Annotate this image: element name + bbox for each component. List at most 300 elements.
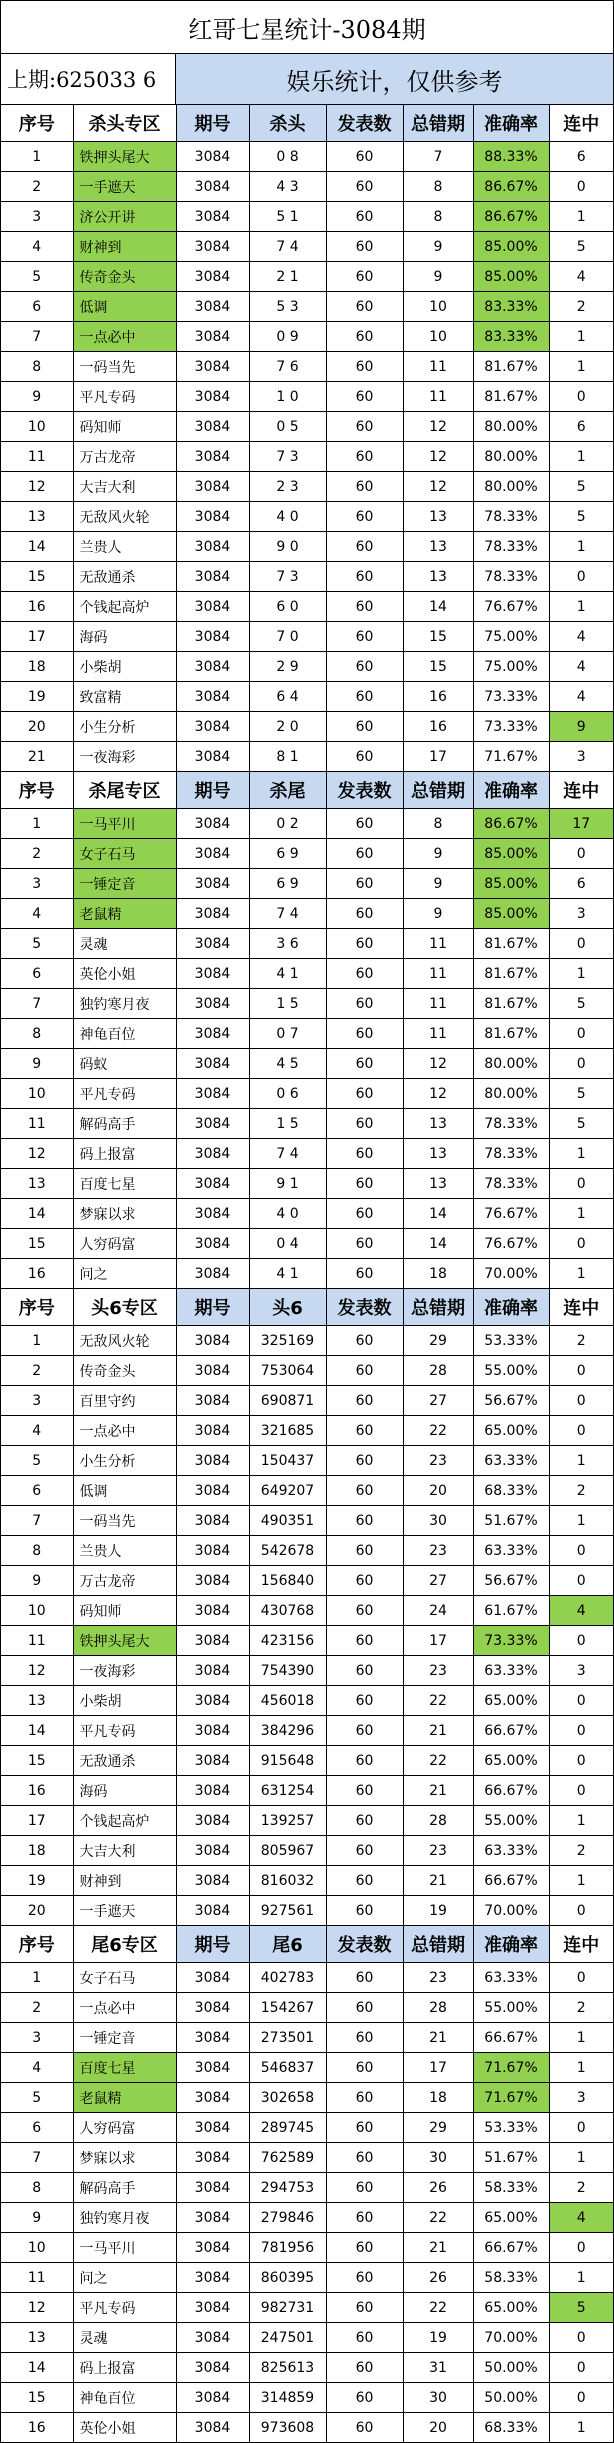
disclaimer-banner: 娱乐统计，仅供参考 [176,54,613,104]
cell-errors: 14 [403,1229,473,1259]
cell-period: 3084 [176,1686,249,1716]
cell-errors: 28 [403,1806,473,1836]
cell-period: 3084 [176,592,249,622]
cell-errors: 10 [403,322,473,352]
cell-period: 3084 [176,502,249,532]
cell-period: 3084 [176,1169,249,1199]
cell-streak: 0 [549,2323,613,2353]
cell-period: 3084 [176,929,249,959]
header-prediction: 杀头 [249,105,326,142]
cell-name: 无敌风火轮 [73,502,176,532]
cell-name: 一夜海彩 [73,742,176,772]
cell-published: 60 [326,1446,403,1476]
cell-index: 2 [1,1993,73,2023]
cell-prediction: 2 9 [249,652,326,682]
cell-index: 6 [1,959,73,989]
cell-name: 海码 [73,1776,176,1806]
cell-period: 3084 [176,682,249,712]
cell-index: 9 [1,1566,73,1596]
cell-period: 3084 [176,1109,249,1139]
table-row [1,2053,613,2083]
cell-accuracy: 81.67% [473,989,549,1019]
cell-period: 3084 [176,2083,249,2113]
cell-accuracy: 50.00% [473,2383,549,2413]
cell-period: 3084 [176,2233,249,2263]
cell-period: 3084 [176,2383,249,2413]
cell-published: 60 [326,1229,403,1259]
cell-index: 17 [1,1806,73,1836]
cell-name: 问之 [73,2263,176,2293]
cell-published: 60 [326,2293,403,2323]
cell-accuracy: 65.00% [473,1416,549,1446]
cell-index: 5 [1,929,73,959]
cell-period: 3084 [176,1019,249,1049]
cell-name: 码知师 [73,412,176,442]
cell-streak: 0 [549,382,613,412]
cell-published: 60 [326,1896,403,1926]
cell-errors: 29 [403,1326,473,1356]
cell-accuracy: 73.33% [473,682,549,712]
cell-errors: 22 [403,1416,473,1446]
cell-index: 12 [1,472,73,502]
table-row [1,839,613,869]
table-row [1,1963,613,1993]
table-row [1,682,613,712]
cell-period: 3084 [176,412,249,442]
cell-name: 平凡专码 [73,382,176,412]
cell-published: 60 [326,592,403,622]
cell-index: 19 [1,1866,73,1896]
cell-published: 60 [326,1836,403,1866]
cell-streak: 4 [549,622,613,652]
cell-errors: 13 [403,502,473,532]
cell-index: 14 [1,1716,73,1746]
cell-accuracy: 75.00% [473,652,549,682]
cell-published: 60 [326,1019,403,1049]
cell-prediction: 7 4 [249,1139,326,1169]
table-row [1,1079,613,1109]
cell-published: 60 [326,1259,403,1289]
cell-errors: 30 [403,2383,473,2413]
cell-period: 3084 [176,382,249,412]
cell-published: 60 [326,1596,403,1626]
cell-period: 3084 [176,2323,249,2353]
cell-period: 3084 [176,839,249,869]
cell-errors: 21 [403,2233,473,2263]
cell-period: 3084 [176,652,249,682]
cell-index: 11 [1,1109,73,1139]
table-row [1,1686,613,1716]
cell-name: 梦寐以求 [73,1199,176,1229]
header-streak: 连中 [549,1926,613,1963]
cell-accuracy: 80.00% [473,1049,549,1079]
cell-name: 神龟百位 [73,2383,176,2413]
cell-name: 无敌风火轮 [73,1326,176,1356]
cell-streak: 3 [549,1656,613,1686]
cell-published: 60 [326,1079,403,1109]
header-period: 期号 [176,772,249,809]
cell-errors: 29 [403,2113,473,2143]
cell-published: 60 [326,682,403,712]
table-row [1,2383,613,2413]
cell-errors: 22 [403,1746,473,1776]
table-row [1,1169,613,1199]
cell-prediction: 325169 [249,1326,326,1356]
cell-prediction: 982731 [249,2293,326,2323]
cell-streak: 4 [549,682,613,712]
cell-errors: 9 [403,262,473,292]
cell-prediction: 546837 [249,2053,326,2083]
cell-published: 60 [326,232,403,262]
cell-errors: 10 [403,292,473,322]
cell-errors: 23 [403,1656,473,1686]
header-published: 发表数 [326,105,403,142]
cell-accuracy: 75.00% [473,622,549,652]
header-name: 杀头专区 [73,105,176,142]
cell-streak: 0 [549,1963,613,1993]
cell-prediction: 4 3 [249,172,326,202]
cell-prediction: 7 6 [249,352,326,382]
cell-period: 3084 [176,1596,249,1626]
cell-index: 16 [1,592,73,622]
cell-streak: 2 [549,1476,613,1506]
cell-period: 3084 [176,1446,249,1476]
cell-prediction: 247501 [249,2323,326,2353]
cell-accuracy: 85.00% [473,839,549,869]
cell-index: 15 [1,562,73,592]
table-row [1,1416,613,1446]
cell-errors: 30 [403,2143,473,2173]
cell-errors: 26 [403,2263,473,2293]
cell-prediction: 7 3 [249,562,326,592]
cell-streak: 5 [549,502,613,532]
cell-index: 11 [1,2263,73,2293]
cell-errors: 12 [403,442,473,472]
cell-period: 3084 [176,2023,249,2053]
cell-published: 60 [326,142,403,172]
cell-index: 3 [1,2023,73,2053]
cell-streak: 1 [549,1506,613,1536]
cell-period: 3084 [176,1896,249,1926]
header-published: 发表数 [326,1926,403,1963]
cell-accuracy: 63.33% [473,1536,549,1566]
cell-errors: 13 [403,532,473,562]
cell-accuracy: 63.33% [473,1656,549,1686]
table-row [1,1049,613,1079]
cell-streak: 3 [549,742,613,772]
cell-published: 60 [326,382,403,412]
cell-prediction: 294753 [249,2173,326,2203]
cell-index: 13 [1,1169,73,1199]
cell-errors: 11 [403,1019,473,1049]
cell-name: 梦寐以求 [73,2143,176,2173]
header-published: 发表数 [326,1289,403,1326]
cell-streak: 0 [549,2383,613,2413]
section-header-row [1,1926,613,1963]
cell-name: 百度七星 [73,2053,176,2083]
cell-streak: 0 [549,1229,613,1259]
cell-streak: 6 [549,869,613,899]
cell-prediction: 762589 [249,2143,326,2173]
cell-prediction: 825613 [249,2353,326,2383]
cell-accuracy: 85.00% [473,232,549,262]
cell-period: 3084 [176,562,249,592]
cell-name: 一马平川 [73,2233,176,2263]
cell-index: 2 [1,172,73,202]
cell-published: 60 [326,1356,403,1386]
table-row [1,262,613,292]
cell-accuracy: 76.67% [473,592,549,622]
cell-name: 码上报富 [73,1139,176,1169]
cell-index: 9 [1,382,73,412]
header-streak: 连中 [549,1289,613,1326]
table-row [1,959,613,989]
table-row [1,172,613,202]
cell-period: 3084 [176,2053,249,2083]
table-row [1,1896,613,1926]
table-row [1,1229,613,1259]
cell-name: 传奇金头 [73,262,176,292]
cell-period: 3084 [176,1506,249,1536]
cell-index: 13 [1,2323,73,2353]
table-row [1,2083,613,2113]
cell-period: 3084 [176,1476,249,1506]
cell-streak: 0 [549,1566,613,1596]
cell-streak: 0 [549,2113,613,2143]
cell-streak: 0 [549,1049,613,1079]
cell-prediction: 2 0 [249,712,326,742]
cell-streak: 5 [549,232,613,262]
cell-name: 一锤定音 [73,869,176,899]
cell-published: 60 [326,1199,403,1229]
cell-period: 3084 [176,202,249,232]
cell-period: 3084 [176,1716,249,1746]
cell-name: 小生分析 [73,1446,176,1476]
cell-published: 60 [326,502,403,532]
cell-streak: 0 [549,1626,613,1656]
cell-name: 一点必中 [73,1993,176,2023]
cell-accuracy: 73.33% [473,712,549,742]
cell-accuracy: 78.33% [473,1139,549,1169]
cell-name: 一点必中 [73,322,176,352]
cell-period: 3084 [176,1626,249,1656]
cell-published: 60 [326,1716,403,1746]
cell-index: 20 [1,1896,73,1926]
cell-name: 神龟百位 [73,1019,176,1049]
cell-streak: 1 [549,352,613,382]
cell-streak: 0 [549,1896,613,1926]
cell-streak: 2 [549,2173,613,2203]
header-errors: 总错期 [403,1289,473,1326]
cell-accuracy: 78.33% [473,562,549,592]
cell-prediction: 1 5 [249,1109,326,1139]
cell-errors: 24 [403,1596,473,1626]
cell-streak: 0 [549,1686,613,1716]
cell-index: 3 [1,1386,73,1416]
cell-period: 3084 [176,1566,249,1596]
table-row [1,2023,613,2053]
cell-period: 3084 [176,1993,249,2023]
cell-published: 60 [326,472,403,502]
cell-published: 60 [326,622,403,652]
cell-prediction: 781956 [249,2233,326,2263]
cell-errors: 12 [403,1049,473,1079]
cell-errors: 27 [403,1566,473,1596]
cell-streak: 0 [549,839,613,869]
cell-streak: 3 [549,2083,613,2113]
cell-errors: 21 [403,2023,473,2053]
cell-published: 60 [326,809,403,839]
cell-prediction: 490351 [249,1506,326,1536]
cell-index: 10 [1,2233,73,2263]
cell-period: 3084 [176,1049,249,1079]
cell-name: 独钓寒月夜 [73,989,176,1019]
cell-accuracy: 70.00% [473,2323,549,2353]
cell-streak: 4 [549,1596,613,1626]
cell-prediction: 816032 [249,1866,326,1896]
cell-index: 11 [1,442,73,472]
header-name: 杀尾专区 [73,772,176,809]
cell-accuracy: 88.33% [473,142,549,172]
header-streak: 连中 [549,105,613,142]
cell-prediction: 139257 [249,1806,326,1836]
cell-accuracy: 81.67% [473,382,549,412]
cell-errors: 23 [403,1536,473,1566]
cell-name: 码上报富 [73,2353,176,2383]
header-name: 头6专区 [73,1289,176,1326]
cell-prediction: 631254 [249,1776,326,1806]
cell-errors: 8 [403,202,473,232]
cell-errors: 8 [403,172,473,202]
cell-period: 3084 [176,2353,249,2383]
cell-name: 一马平川 [73,809,176,839]
cell-index: 4 [1,1416,73,1446]
cell-streak: 5 [549,1079,613,1109]
cell-period: 3084 [176,2143,249,2173]
cell-streak: 5 [549,1109,613,1139]
cell-published: 60 [326,1686,403,1716]
cell-accuracy: 65.00% [473,2203,549,2233]
cell-published: 60 [326,352,403,382]
cell-index: 11 [1,1626,73,1656]
cell-prediction: 0 5 [249,412,326,442]
cell-errors: 23 [403,1446,473,1476]
cell-period: 3084 [176,532,249,562]
cell-streak: 2 [549,1326,613,1356]
header-published: 发表数 [326,772,403,809]
cell-accuracy: 71.67% [473,742,549,772]
cell-errors: 18 [403,1259,473,1289]
cell-published: 60 [326,1386,403,1416]
cell-period: 3084 [176,899,249,929]
cell-prediction: 4 1 [249,1259,326,1289]
cell-accuracy: 78.33% [473,1109,549,1139]
table-row [1,2413,613,2443]
cell-name: 济公开讲 [73,202,176,232]
cell-streak: 1 [549,592,613,622]
cell-prediction: 7 3 [249,442,326,472]
table-row [1,322,613,352]
table-row [1,1506,613,1536]
cell-streak: 0 [549,2353,613,2383]
cell-index: 9 [1,2203,73,2233]
table-row [1,712,613,742]
cell-streak: 0 [549,1386,613,1416]
cell-errors: 21 [403,1866,473,1896]
cell-published: 60 [326,442,403,472]
header-accuracy: 准确率 [473,1289,549,1326]
cell-prediction: 456018 [249,1686,326,1716]
cell-published: 60 [326,1416,403,1446]
cell-published: 60 [326,1776,403,1806]
cell-prediction: 973608 [249,2413,326,2443]
cell-prediction: 402783 [249,1963,326,1993]
cell-published: 60 [326,172,403,202]
cell-prediction: 6 0 [249,592,326,622]
table-row [1,562,613,592]
cell-streak: 0 [549,1716,613,1746]
cell-name: 无敌通杀 [73,562,176,592]
cell-prediction: 6 4 [249,682,326,712]
cell-published: 60 [326,839,403,869]
header-accuracy: 准确率 [473,105,549,142]
table-row [1,442,613,472]
cell-accuracy: 83.33% [473,322,549,352]
cell-accuracy: 81.67% [473,959,549,989]
cell-index: 17 [1,622,73,652]
cell-accuracy: 68.33% [473,2413,549,2443]
cell-name: 码知师 [73,1596,176,1626]
cell-name: 个钱起高炉 [73,1806,176,1836]
cell-streak: 1 [549,2053,613,2083]
cell-index: 12 [1,2293,73,2323]
cell-accuracy: 51.67% [473,2143,549,2173]
cell-prediction: 5 3 [249,292,326,322]
cell-index: 8 [1,352,73,382]
cell-streak: 0 [549,1019,613,1049]
cell-index: 12 [1,1139,73,1169]
cell-prediction: 314859 [249,2383,326,2413]
cell-accuracy: 66.67% [473,2023,549,2053]
cell-prediction: 0 4 [249,1229,326,1259]
cell-errors: 14 [403,1199,473,1229]
cell-accuracy: 85.00% [473,869,549,899]
cell-published: 60 [326,742,403,772]
cell-published: 60 [326,1326,403,1356]
cell-streak: 1 [549,1806,613,1836]
table-row [1,2323,613,2353]
header-period: 期号 [176,105,249,142]
table-row [1,472,613,502]
cell-prediction: 7 0 [249,622,326,652]
table-row [1,1626,613,1656]
cell-published: 60 [326,1963,403,1993]
cell-prediction: 0 9 [249,322,326,352]
cell-accuracy: 70.00% [473,1896,549,1926]
cell-name: 兰贵人 [73,1536,176,1566]
table-row [1,592,613,622]
cell-published: 60 [326,2053,403,2083]
cell-accuracy: 78.33% [473,1169,549,1199]
cell-index: 10 [1,1596,73,1626]
cell-period: 3084 [176,2413,249,2443]
cell-accuracy: 71.67% [473,2053,549,2083]
cell-published: 60 [326,2233,403,2263]
cell-name: 万古龙帝 [73,1566,176,1596]
table-row [1,652,613,682]
cell-period: 3084 [176,712,249,742]
cell-name: 英伦小姐 [73,959,176,989]
